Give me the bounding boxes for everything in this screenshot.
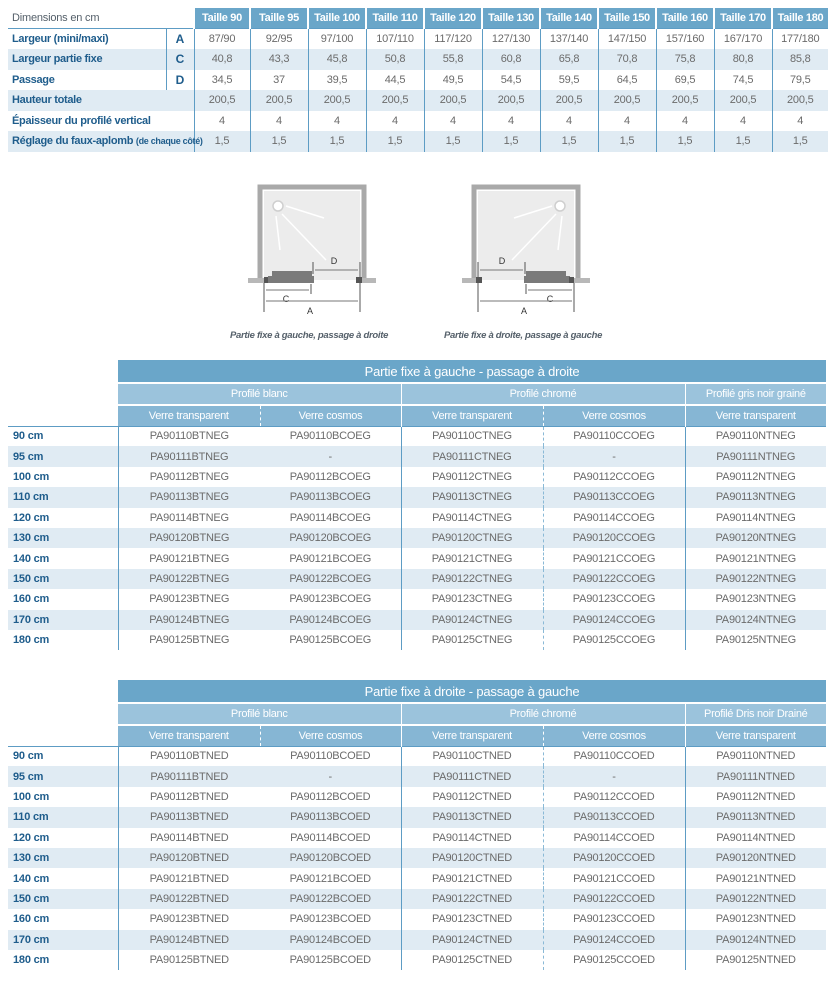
shower-enclosure-icon	[248, 187, 376, 283]
value-cell: 60,8	[482, 49, 540, 70]
value-cell: 54,5	[482, 70, 540, 91]
product-code: PA90114NTNED	[685, 828, 826, 848]
size-header: Taille 160	[656, 8, 714, 29]
product-code: PA90123CTNEG	[401, 589, 543, 609]
value-cell: 37	[250, 70, 308, 91]
product-code: PA90124CCOED	[543, 930, 685, 950]
value-cell: 80,8	[714, 49, 772, 70]
value-cell: 4	[308, 111, 366, 132]
glass-header: Verre transparent	[685, 405, 826, 426]
size-header: Taille 90	[194, 8, 250, 29]
value-cell: 4	[656, 111, 714, 132]
product-code: PA90112CTNEG	[401, 467, 543, 487]
product-table-fixed-left	[8, 360, 826, 650]
product-code: PA90124BCOEG	[260, 610, 401, 630]
product-code: PA90122NTNED	[685, 889, 826, 909]
product-code: PA90112BTNEG	[118, 467, 260, 487]
size-header: Taille 170	[714, 8, 772, 29]
product-code: PA90110BCOEG	[260, 426, 401, 446]
product-code: PA90113NTNED	[685, 807, 826, 827]
glass-header: Verre cosmos	[543, 405, 685, 426]
product-code: PA90124NTNEG	[685, 610, 826, 630]
value-cell: 200,5	[482, 90, 540, 111]
dimension-row-largeur	[8, 29, 828, 50]
product-code: PA90124NTNED	[685, 930, 826, 950]
value-cell: 4	[772, 111, 828, 132]
product-code: PA90125NTNED	[685, 950, 826, 970]
product-code: PA90124CTNED	[401, 930, 543, 950]
product-code: PA90112NTNED	[685, 787, 826, 807]
product-code: PA90123CCOEG	[543, 589, 685, 609]
value-cell: 200,5	[772, 90, 828, 111]
value-cell: 107/110	[366, 29, 424, 50]
dimension-row-hauteur	[8, 90, 828, 111]
table-row	[8, 889, 826, 909]
dimensions-table	[8, 8, 828, 152]
value-cell: 34,5	[194, 70, 250, 91]
value-cell: 39,5	[308, 70, 366, 91]
product-code: PA90125CTNED	[401, 950, 543, 970]
dim-label-d: D	[330, 256, 338, 266]
size-header: Taille 120	[424, 8, 482, 29]
table-row	[8, 508, 826, 528]
product-code: PA90114BCOED	[260, 828, 401, 848]
product-code: PA90111NTNED	[685, 766, 826, 786]
product-code: PA90120NTNEG	[685, 528, 826, 548]
profile-header-gris: Profilé gris noir grainé	[685, 383, 826, 405]
dim-label-a: A	[306, 306, 314, 316]
product-code: PA90123BCOEG	[260, 589, 401, 609]
size-label: 160 cm	[13, 593, 50, 606]
product-code: PA90121CCOEG	[543, 548, 685, 568]
dimension-row-reglage	[8, 131, 828, 152]
value-cell: 137/140	[540, 29, 598, 50]
value-cell: 75,8	[656, 49, 714, 70]
value-cell: 1,5	[308, 131, 366, 152]
product-code: PA90124BTNEG	[118, 610, 260, 630]
value-cell: 87/90	[194, 29, 250, 50]
dimension-row-passage	[8, 70, 828, 91]
product-code: PA90125NTNEG	[685, 630, 826, 650]
value-cell: 69,5	[656, 70, 714, 91]
size-label: 180 cm	[13, 634, 50, 647]
glass-header: Verre transparent	[118, 405, 260, 426]
product-code: PA90110BTNED	[118, 746, 260, 766]
value-cell: 1,5	[714, 131, 772, 152]
product-code: PA90122CCOED	[543, 889, 685, 909]
diagram-caption-left: Partie fixe à gauche, passage à droite	[230, 330, 389, 341]
product-code: PA90113CCOED	[543, 807, 685, 827]
product-code: PA90121CTNED	[401, 868, 543, 888]
product-table-fixed-right	[8, 680, 826, 970]
product-code: PA90114NTNEG	[685, 508, 826, 528]
value-cell: 4	[424, 111, 482, 132]
size-label: 160 cm	[13, 913, 50, 926]
value-cell: 44,5	[366, 70, 424, 91]
product-code: PA90120CCOED	[543, 848, 685, 868]
dimension-row-partie-fixe	[8, 49, 828, 70]
table-row	[8, 766, 826, 786]
value-cell: 157/160	[656, 29, 714, 50]
value-cell: 4	[714, 111, 772, 132]
size-label: 110 cm	[8, 807, 118, 827]
row-letter: D	[166, 70, 194, 91]
value-cell: 1,5	[598, 131, 656, 152]
product-code: PA90114BCOEG	[260, 508, 401, 528]
product-code: PA90125BTNED	[118, 950, 260, 970]
table-row	[8, 548, 826, 568]
table-row	[8, 528, 826, 548]
value-cell: 79,5	[772, 70, 828, 91]
value-cell: 70,8	[598, 49, 656, 70]
table-row	[8, 487, 826, 507]
size-label: 90 cm	[8, 746, 118, 766]
table-row	[8, 426, 826, 446]
product-code: PA90112BTNED	[118, 787, 260, 807]
product-code: PA90111CTNED	[401, 766, 543, 786]
product-code: PA90110CTNED	[401, 746, 543, 766]
size-label: 95 cm	[8, 766, 118, 786]
product-code: PA90122CTNED	[401, 889, 543, 909]
product-code: PA90120CTNED	[401, 848, 543, 868]
product-code: PA90121BTNEG	[118, 548, 260, 568]
value-cell: 200,5	[308, 90, 366, 111]
product-code: PA90121CTNEG	[401, 548, 543, 568]
table-row	[8, 630, 826, 650]
size-label: 110 cm	[8, 487, 118, 507]
product-code: PA90112CCOEG	[543, 467, 685, 487]
value-cell: 200,5	[598, 90, 656, 111]
product-code: PA90121NTNED	[685, 868, 826, 888]
value-cell: 117/120	[424, 29, 482, 50]
product-code: PA90125BTNEG	[118, 630, 260, 650]
profile-header-chrome: Profilé chromé	[401, 703, 685, 725]
product-code: PA90110CCOEG	[543, 426, 685, 446]
product-code: PA90121NTNEG	[685, 548, 826, 568]
size-label: 95 cm	[8, 446, 118, 466]
product-code: PA90112CCOED	[543, 787, 685, 807]
value-cell: 4	[250, 111, 308, 132]
table-row	[8, 787, 826, 807]
product-code: PA90113CTNED	[401, 807, 543, 827]
size-label: 130 cm	[8, 528, 118, 548]
size-label: 90 cm	[8, 426, 118, 446]
product-code: PA90113BTNEG	[118, 487, 260, 507]
diagram-fixed-right	[462, 180, 602, 320]
value-cell: 4	[366, 111, 424, 132]
product-code: PA90113BCOEG	[260, 487, 401, 507]
row-label: Passage	[12, 73, 55, 86]
shower-enclosure-icon	[462, 187, 590, 283]
product-code: PA90111CTNEG	[401, 446, 543, 466]
value-cell: 45,8	[308, 49, 366, 70]
size-label: 120 cm	[13, 831, 50, 844]
product-code: PA90123BTNED	[118, 909, 260, 929]
row-label: Largeur (mini/maxi)	[8, 29, 166, 50]
value-cell: 4	[194, 111, 250, 132]
product-code: PA90123CCOED	[543, 909, 685, 929]
value-cell: 43,3	[250, 49, 308, 70]
value-cell: 65,8	[540, 49, 598, 70]
size-header: Taille 95	[250, 8, 308, 29]
product-code: PA90124CTNEG	[401, 610, 543, 630]
product-code: PA90110CTNEG	[401, 426, 543, 446]
product-code: PA90124BTNED	[118, 930, 260, 950]
table-row	[8, 569, 826, 589]
product-code: -	[260, 766, 401, 786]
value-cell: 97/100	[308, 29, 366, 50]
product-code: PA90113CCOEG	[543, 487, 685, 507]
product-code: PA90121BCOEG	[260, 548, 401, 568]
product-code: PA90110CCOED	[543, 746, 685, 766]
value-cell: 55,8	[424, 49, 482, 70]
row-letter: A	[166, 29, 194, 50]
product-code: PA90114BTNEG	[118, 508, 260, 528]
size-label: 170 cm	[8, 930, 118, 950]
product-code: -	[543, 766, 685, 786]
table-row	[8, 610, 826, 630]
product-code: PA90114CTNEG	[401, 508, 543, 528]
size-label: 140 cm	[13, 872, 50, 885]
value-cell: 1,5	[250, 131, 308, 152]
value-cell: 1,5	[656, 131, 714, 152]
product-code: PA90111NTNEG	[685, 446, 826, 466]
row-label: Largeur partie fixe	[8, 49, 166, 70]
table-row	[8, 589, 826, 609]
table-row	[8, 848, 826, 868]
product-code: -	[260, 446, 401, 466]
product-code: PA90113NTNEG	[685, 487, 826, 507]
dim-label-c: C	[546, 294, 554, 304]
size-label: 120 cm	[13, 511, 50, 524]
size-header: Taille 140	[540, 8, 598, 29]
row-letter: C	[166, 49, 194, 70]
dimension-row-epaisseur	[8, 111, 828, 132]
diagram-fixed-left	[248, 180, 388, 320]
table-row	[8, 909, 826, 929]
value-cell: 200,5	[714, 90, 772, 111]
product-code: PA90123BCOED	[260, 909, 401, 929]
value-cell: 200,5	[250, 90, 308, 111]
table-title: Partie fixe à droite - passage à gauche	[118, 680, 826, 703]
value-cell: 177/180	[772, 29, 828, 50]
table-row	[8, 467, 826, 487]
product-code: PA90110NTNED	[685, 746, 826, 766]
value-cell: 50,8	[366, 49, 424, 70]
product-code: PA90121BCOED	[260, 868, 401, 888]
table-row	[8, 868, 826, 888]
row-label-main: Réglage du faux-aplomb	[12, 135, 134, 148]
table-row	[8, 828, 826, 848]
product-code: PA90125CCOEG	[543, 630, 685, 650]
dim-label-c: C	[282, 294, 290, 304]
profile-header-blanc: Profilé blanc	[118, 703, 401, 725]
product-code: PA90120BCOED	[260, 848, 401, 868]
product-code: -	[543, 446, 685, 466]
value-cell: 40,8	[194, 49, 250, 70]
product-code: PA90122NTNEG	[685, 569, 826, 589]
dimensions-header-row	[8, 8, 828, 29]
size-label: 150 cm	[8, 569, 118, 589]
product-code: PA90122BCOED	[260, 889, 401, 909]
value-cell: 59,5	[540, 70, 598, 91]
glass-header: Verre transparent	[685, 725, 826, 746]
product-code: PA90125CCOED	[543, 950, 685, 970]
glass-header: Verre cosmos	[260, 405, 401, 426]
table-title: Partie fixe à gauche - passage à droite	[118, 360, 826, 383]
product-code: PA90110NTNEG	[685, 426, 826, 446]
product-code: PA90120BTNED	[118, 848, 260, 868]
table-row	[8, 807, 826, 827]
product-code: PA90125CTNEG	[401, 630, 543, 650]
value-cell: 64,5	[598, 70, 656, 91]
product-code: PA90122BCOEG	[260, 569, 401, 589]
product-code: PA90120BCOEG	[260, 528, 401, 548]
value-cell: 200,5	[656, 90, 714, 111]
glass-header: Verre cosmos	[543, 725, 685, 746]
product-code: PA90111BTNEG	[118, 446, 260, 466]
table-row	[8, 950, 826, 970]
size-label: 100 cm	[13, 470, 50, 483]
size-label: 170 cm	[8, 610, 118, 630]
product-code: PA90112BCOEG	[260, 467, 401, 487]
product-code: PA90120CCOEG	[543, 528, 685, 548]
value-cell: 1,5	[482, 131, 540, 152]
row-label: Épaisseur du profilé vertical	[12, 114, 151, 127]
product-code: PA90121CCOED	[543, 868, 685, 888]
table-row	[8, 930, 826, 950]
product-code: PA90112CTNED	[401, 787, 543, 807]
value-cell: 200,5	[366, 90, 424, 111]
product-code: PA90110BCOED	[260, 746, 401, 766]
product-code: PA90122CCOEG	[543, 569, 685, 589]
size-header: Taille 180	[772, 8, 828, 29]
dim-label-a: A	[520, 306, 528, 316]
product-code: PA90112BCOED	[260, 787, 401, 807]
value-cell: 167/170	[714, 29, 772, 50]
profile-header-blanc: Profilé blanc	[118, 383, 401, 405]
product-code: PA90113CTNEG	[401, 487, 543, 507]
value-cell: 1,5	[194, 131, 250, 152]
product-code: PA90120CTNEG	[401, 528, 543, 548]
diagram-caption-right: Partie fixe à droite, passage à gauche	[444, 330, 603, 341]
value-cell: 4	[540, 111, 598, 132]
value-cell: 200,5	[540, 90, 598, 111]
product-code: PA90123NTNEG	[685, 589, 826, 609]
product-code: PA90125BCOED	[260, 950, 401, 970]
size-label: 180 cm	[13, 954, 50, 967]
size-header: Taille 150	[598, 8, 656, 29]
profile-header-chrome: Profilé chromé	[401, 383, 685, 405]
product-code: PA90123CTNED	[401, 909, 543, 929]
size-label: 150 cm	[8, 889, 118, 909]
size-header: Taille 110	[366, 8, 424, 29]
product-code: PA90124CCOEG	[543, 610, 685, 630]
dimensions-header-label: Dimensions en cm	[12, 12, 100, 24]
product-code: PA90113BCOED	[260, 807, 401, 827]
table-row	[8, 446, 826, 466]
glass-header: Verre transparent	[118, 725, 260, 746]
value-cell: 85,8	[772, 49, 828, 70]
product-code: PA90114CCOED	[543, 828, 685, 848]
product-code: PA90114CTNED	[401, 828, 543, 848]
size-label: 130 cm	[8, 848, 118, 868]
product-code: PA90110BTNEG	[118, 426, 260, 446]
table-row	[8, 746, 826, 766]
value-cell: 49,5	[424, 70, 482, 91]
glass-header: Verre cosmos	[260, 725, 401, 746]
value-cell: 74,5	[714, 70, 772, 91]
value-cell: 92/95	[250, 29, 308, 50]
product-code: PA90122BTNED	[118, 889, 260, 909]
product-code: PA90123BTNEG	[118, 589, 260, 609]
value-cell: 1,5	[366, 131, 424, 152]
size-header: Taille 100	[308, 8, 366, 29]
value-cell: 1,5	[772, 131, 828, 152]
product-code: PA90122BTNEG	[118, 569, 260, 589]
value-cell: 4	[598, 111, 656, 132]
profile-header-dris: Profilé Dris noir Drainé	[685, 703, 826, 725]
product-code: PA90123NTNED	[685, 909, 826, 929]
value-cell: 1,5	[540, 131, 598, 152]
value-cell: 200,5	[194, 90, 250, 111]
size-header: Taille 130	[482, 8, 540, 29]
value-cell: 127/130	[482, 29, 540, 50]
product-code: PA90112NTNEG	[685, 467, 826, 487]
value-cell: 1,5	[424, 131, 482, 152]
dim-label-d: D	[498, 256, 506, 266]
row-label-note: (de chaque côté)	[135, 136, 203, 147]
value-cell: 4	[482, 111, 540, 132]
value-cell: 147/150	[598, 29, 656, 50]
value-cell: 200,5	[424, 90, 482, 111]
product-code: PA90120BTNEG	[118, 528, 260, 548]
size-label: 140 cm	[13, 552, 50, 565]
row-label: Hauteur totale	[8, 90, 194, 111]
product-code: PA90125BCOEG	[260, 630, 401, 650]
product-code: PA90114BTNED	[118, 828, 260, 848]
product-code: PA90114CCOEG	[543, 508, 685, 528]
product-code: PA90121BTNED	[118, 868, 260, 888]
product-code: PA90120NTNED	[685, 848, 826, 868]
size-label: 100 cm	[13, 790, 50, 803]
product-code: PA90122CTNEG	[401, 569, 543, 589]
product-code: PA90111BTNED	[118, 766, 260, 786]
product-code: PA90113BTNED	[118, 807, 260, 827]
glass-header: Verre transparent	[401, 725, 543, 746]
product-code: PA90124BCOED	[260, 930, 401, 950]
glass-header: Verre transparent	[401, 405, 543, 426]
row-label	[8, 131, 203, 152]
